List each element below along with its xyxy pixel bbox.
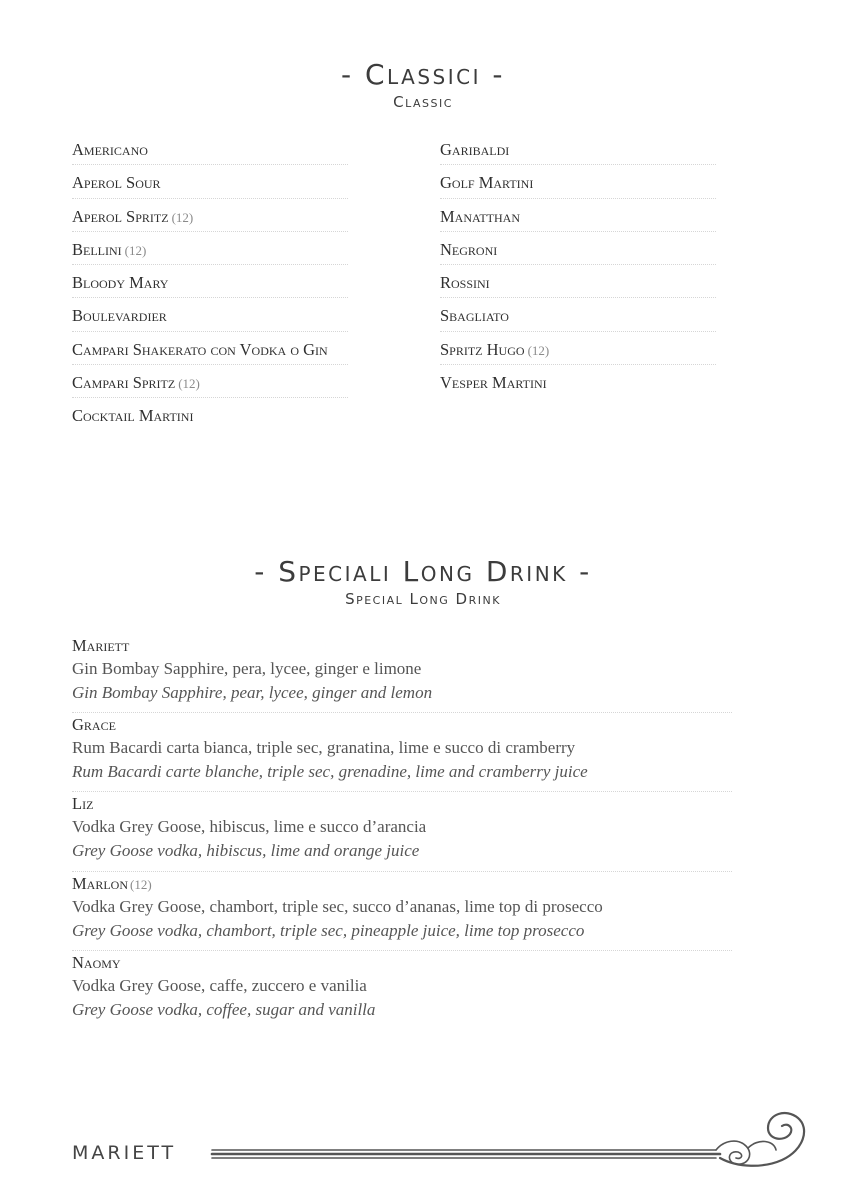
item-name: Aperol Spritz <box>72 206 169 226</box>
item-name: Rossini <box>440 273 490 293</box>
menu-item <box>440 365 716 398</box>
drink-item <box>72 951 732 1030</box>
drink-ingredients-it: Vodka Grey Goose, hibiscus, lime e succo d’arancia <box>72 817 427 837</box>
footer-brand: MARIETT <box>72 1142 177 1164</box>
menu-item <box>440 232 716 265</box>
item-price: (12) <box>171 209 194 225</box>
drink-ingredients-it: Vodka Grey Goose, chambort, triple sec, succo d’ananas, lime top di prosecco <box>72 896 603 916</box>
ornament-curl <box>748 1141 776 1150</box>
speciali-list <box>72 634 732 1030</box>
menu-item <box>440 165 716 198</box>
item-name: Bloody Mary <box>72 273 169 293</box>
classici-title: - Classici - <box>341 58 505 91</box>
menu-item <box>440 199 716 232</box>
speciali-title: - Speciali Long Drink - <box>254 555 592 588</box>
drink-name: Liz <box>72 794 94 814</box>
item-name: Bellini <box>72 239 122 259</box>
drink-name: Naomy <box>72 952 121 972</box>
menu-item <box>72 332 348 365</box>
item-name: Manatthan <box>440 206 520 226</box>
drink-name: Mariett <box>72 636 130 655</box>
item-name: Golf Martini <box>440 173 534 193</box>
drink-price: (12) <box>130 876 152 892</box>
ornament-swirl-left <box>716 1141 750 1164</box>
classici-subtitle: Classic <box>393 93 453 111</box>
drink-ingredients-en: Grey Goose vodka, chambort, triple sec, pineapple juice, lime top prosecco <box>72 920 585 940</box>
item-name: Americano <box>72 140 148 159</box>
menu-item <box>72 132 348 165</box>
menu-item <box>72 298 348 331</box>
item-name: Campari Spritz <box>72 373 176 393</box>
menu-item <box>72 265 348 298</box>
item-price: (12) <box>124 242 147 258</box>
drink-item <box>72 634 732 713</box>
item-name: Garibaldi <box>440 140 510 159</box>
drink-item <box>72 872 732 951</box>
drink-ingredients-it: Gin Bombay Sapphire, pera, lycee, ginger e limone <box>72 659 422 678</box>
item-price: (12) <box>527 342 550 358</box>
menu-item <box>440 132 716 165</box>
menu-item <box>72 398 348 431</box>
drink-ingredients-en: Rum Bacardi carte blanche, triple sec, grenadine, lime and cramberry juice <box>72 762 588 782</box>
drink-item <box>72 792 732 871</box>
menu-item <box>72 365 348 398</box>
menu-item <box>72 165 348 198</box>
drink-ingredients-en: Gin Bombay Sapphire, pear, lycee, ginger and lemon <box>72 683 433 702</box>
item-name: Spritz Hugo <box>440 339 525 359</box>
classici-left-column <box>72 132 348 432</box>
item-price: (12) <box>178 376 200 392</box>
swirl-flourish-icon <box>208 1108 818 1170</box>
item-name: Negroni <box>440 239 498 259</box>
item-name: Cocktail Martini <box>72 406 194 426</box>
classici-right-column <box>440 132 716 398</box>
menu-item <box>440 332 716 365</box>
menu-item <box>72 199 348 232</box>
item-name: Boulevardier <box>72 306 167 326</box>
menu-item <box>72 232 348 265</box>
drink-ingredients-it: Vodka Grey Goose, caffe, zuccero e vanilia <box>72 975 367 995</box>
ornament-swirl-right <box>720 1113 804 1166</box>
item-name: Vesper Martini <box>440 373 547 393</box>
item-name: Sbagliato <box>440 306 509 326</box>
drink-ingredients-en: Grey Goose vodka, hibiscus, lime and orange juice <box>72 841 420 861</box>
item-name: Campari Shakerato con Vodka o Gin <box>72 339 328 359</box>
menu-item <box>440 298 716 331</box>
drink-name: Grace <box>72 715 116 735</box>
drink-name: Marlon <box>72 873 129 893</box>
item-name: Aperol Sour <box>72 173 161 193</box>
drink-item <box>72 713 732 792</box>
menu-item <box>440 265 716 298</box>
drink-ingredients-en: Grey Goose vodka, coffee, sugar and vanilla <box>72 999 376 1019</box>
drink-ingredients-it: Rum Bacardi carta bianca, triple sec, granatina, lime e succo di cramberry <box>72 738 576 758</box>
speciali-subtitle: Special Long Drink <box>345 590 501 608</box>
